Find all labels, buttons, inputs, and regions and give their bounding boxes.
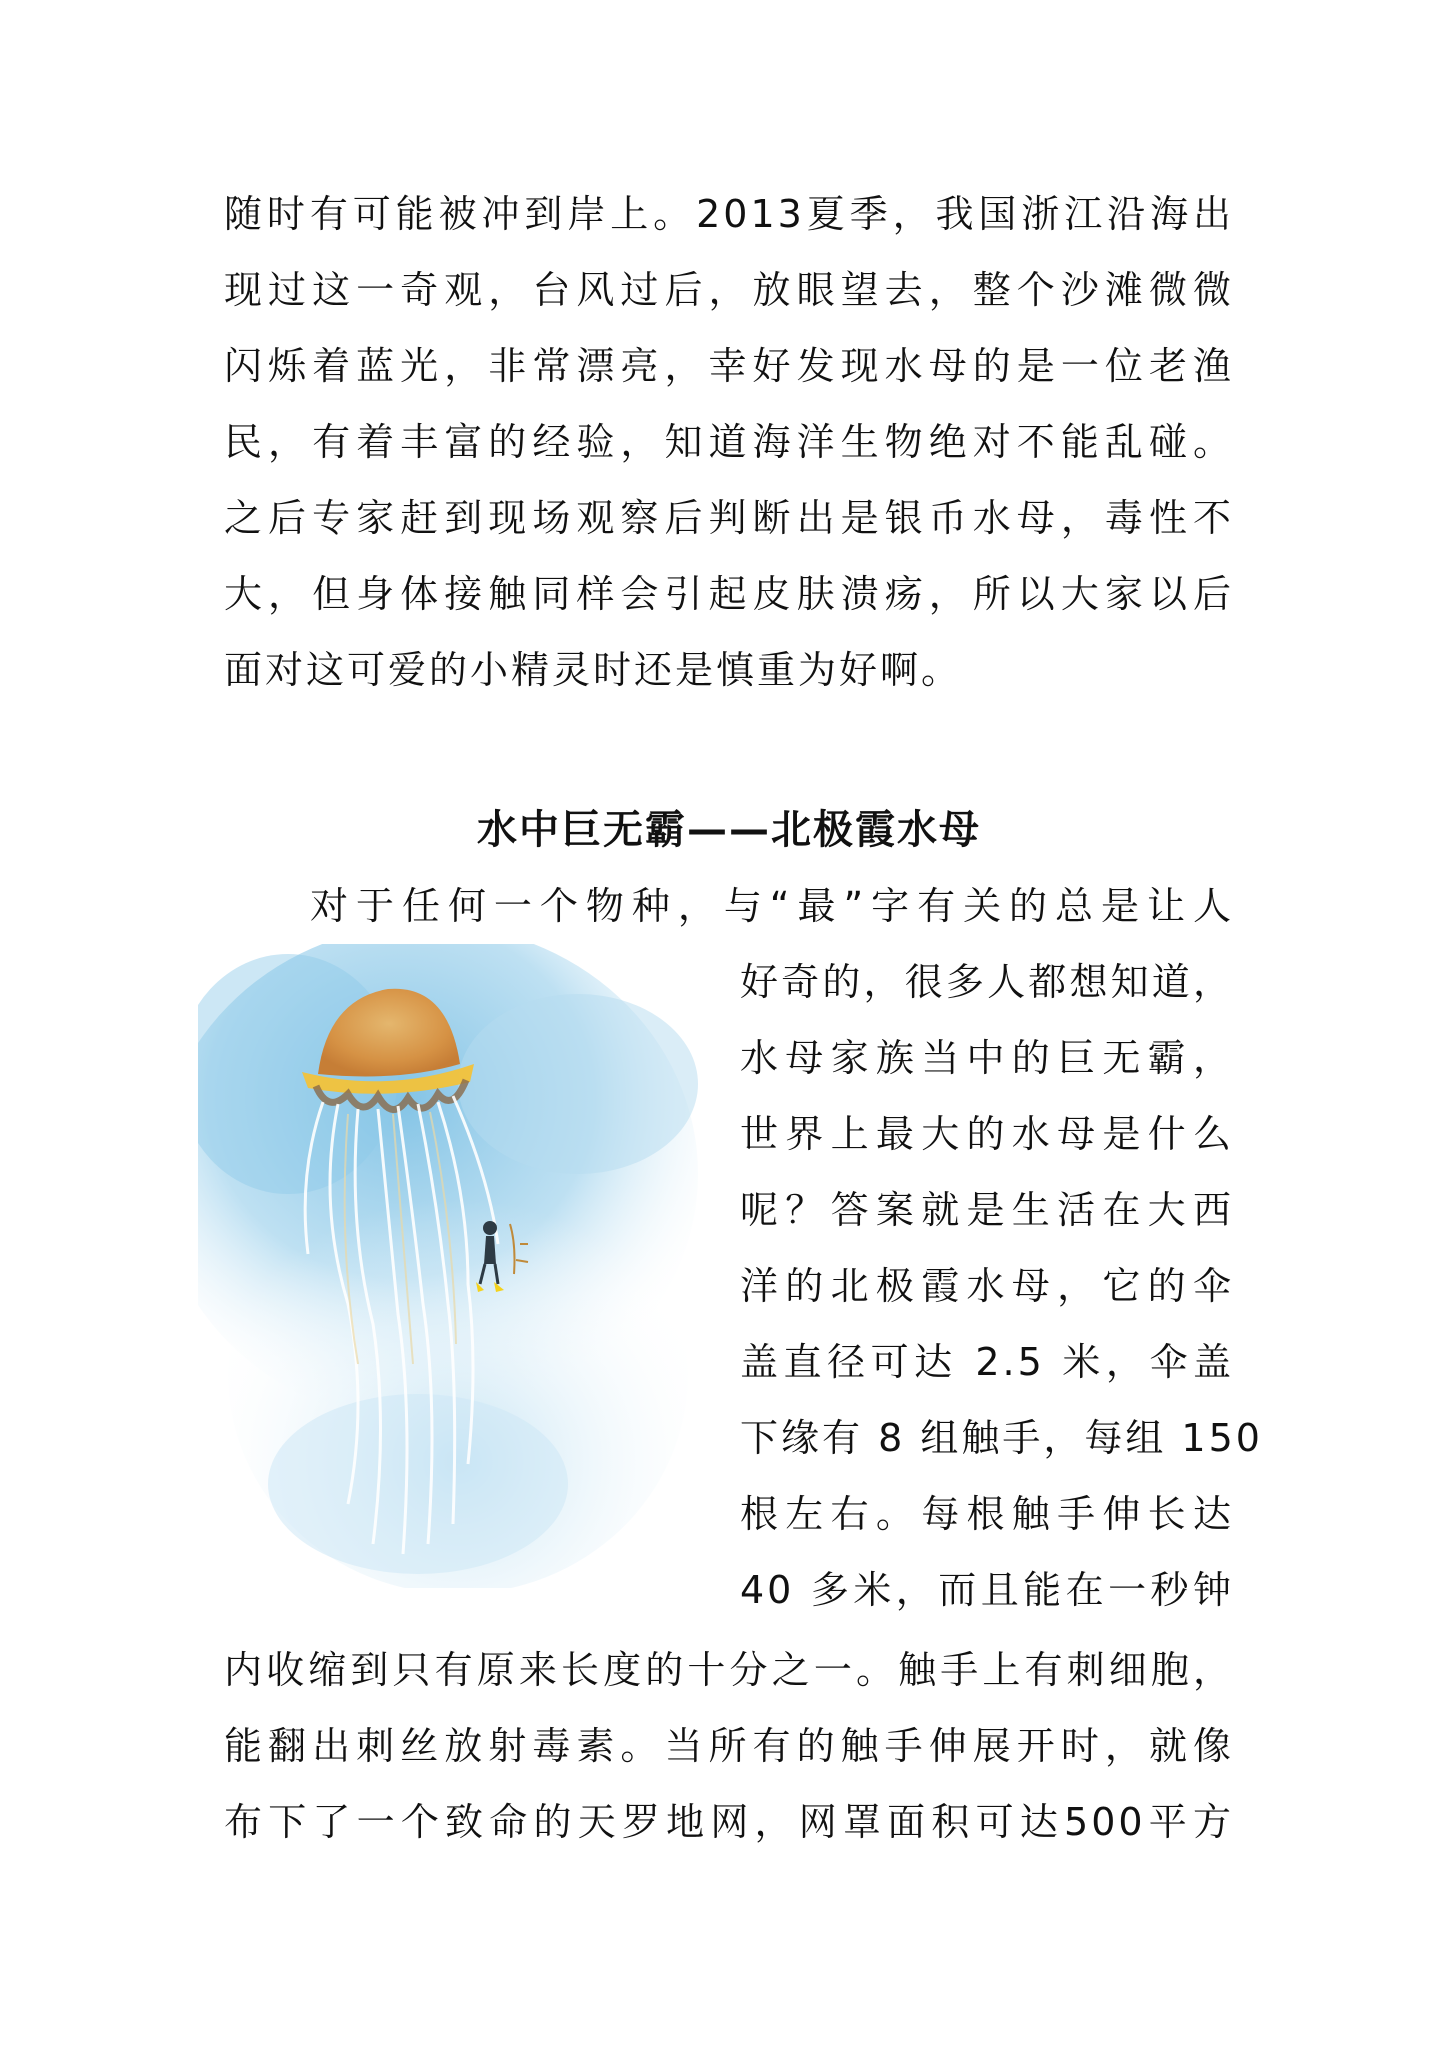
paragraph-line: 闪烁着蓝光，非常漂亮，幸好发现水母的是一位老渔 [224, 344, 1234, 388]
wrapped-line: 呢？答案就是生活在大西 [740, 1188, 1234, 1232]
paragraph-line: 之后专家赶到现场观察后判断出是银币水母，毒性不 [224, 496, 1234, 540]
wrapped-line: 40 多米，而且能在一秒钟 [740, 1568, 1234, 1612]
wrapped-line: 世界上最大的水母是什么 [740, 1112, 1234, 1156]
paragraph-line: 内收缩到只有原来长度的十分之一。触手上有刺细胞， [224, 1648, 1234, 1692]
paragraph-line: 面对这可爱的小精灵时还是慎重为好啊。 [224, 648, 963, 692]
wrapped-line: 下缘有 8 组触手，每组 150 [740, 1416, 1263, 1460]
wrapped-line: 洋的北极霞水母，它的伞 [740, 1264, 1234, 1308]
paragraph-line: 大，但身体接触同样会引起皮肤溃疡，所以大家以后 [224, 572, 1234, 616]
paragraph-line: 能翻出刺丝放射毒素。当所有的触手伸展开时，就像 [224, 1724, 1234, 1768]
wrapped-line: 好奇的，很多人都想知道， [740, 960, 1234, 1004]
jellyfish-watercolor-icon [198, 944, 722, 1588]
wrapped-line: 盖直径可达 2.5 米，伞盖 [740, 1340, 1234, 1384]
paragraph-line: 现过这一奇观，台风过后，放眼望去，整个沙滩微微 [224, 268, 1234, 312]
paragraph-line: 布下了一个致命的天罗地网，网罩面积可达500平方 [224, 1800, 1234, 1844]
wrapped-line: 水母家族当中的巨无霸， [740, 1036, 1234, 1080]
section-intro-line: 对于任何一个物种，与“最”字有关的总是让人 [310, 884, 1234, 928]
jellyfish-illustration [198, 944, 722, 1588]
paragraph-line: 随时有可能被冲到岸上。2013夏季，我国浙江沿海出 [224, 192, 1234, 236]
paragraph-line: 民，有着丰富的经验，知道海洋生物绝对不能乱碰。 [224, 420, 1234, 464]
wrapped-line: 根左右。每根触手伸长达 [740, 1492, 1234, 1536]
section-title: 水中巨无霸——北极霞水母 [477, 807, 981, 853]
